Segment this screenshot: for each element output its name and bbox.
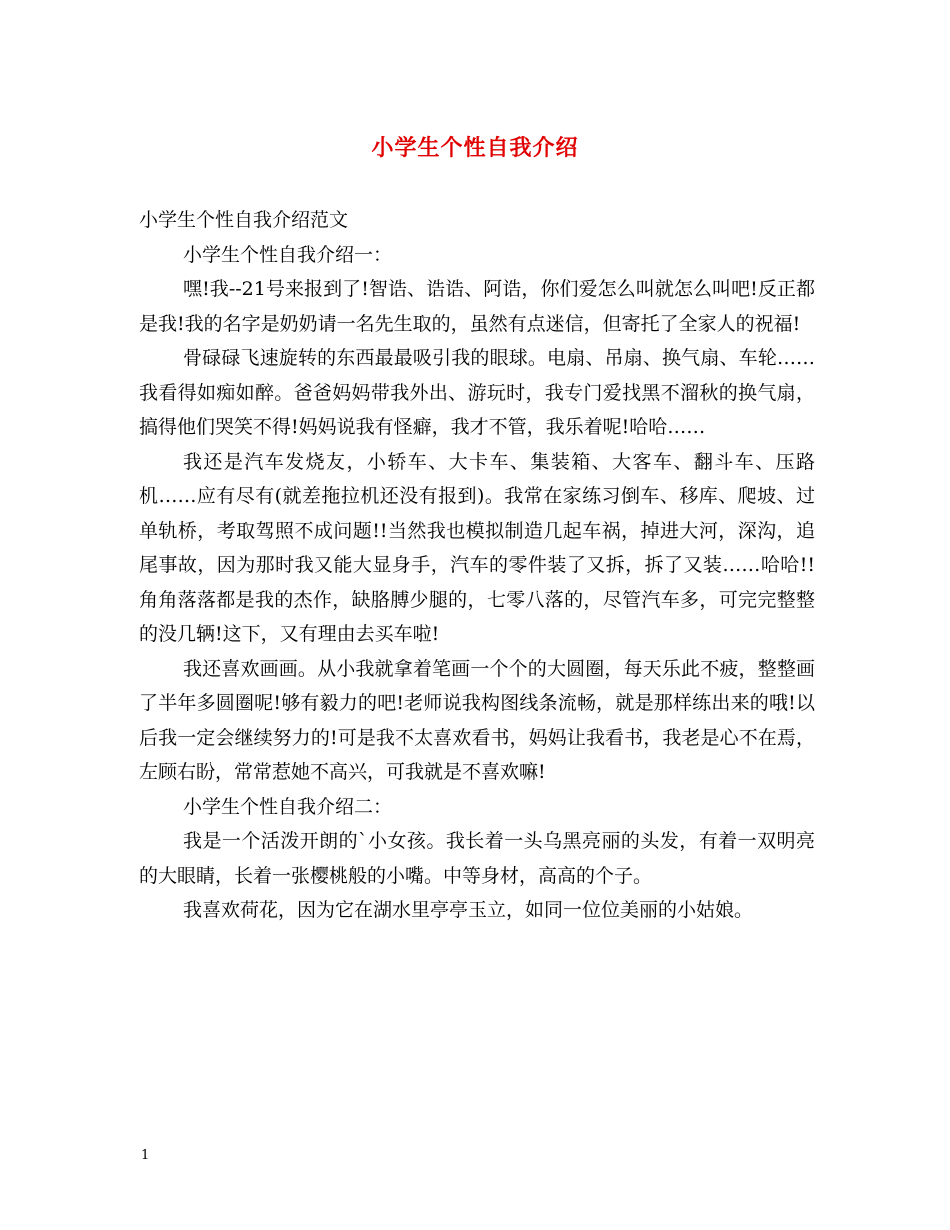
document-title: 小学生个性自我介绍 [371,135,579,161]
paragraph-5: 我是一个活泼开朗的`小女孩。我长着一头乌黑亮丽的头发，有着一双明亮的大眼睛，长着一张樱桃般的小嘴。中等身材，高高的个子。 [139,830,815,887]
paragraph-4: 我还喜欢画画。从小我就拿着笔画一个个的大圆圈，每天乐此不疲，整整画了半年多圆圈呢!够有毅力的吧!老师说我构图线条流畅，就是那样练出来的哦!以后我一定会继续努力的!可是我不太喜欢看书，妈妈让我看书，我老是心不在焉，左顾右盼，常常惹她不高兴，可我就是不喜欢嘛! [139,657,815,783]
paragraph-2: 骨碌碌飞速旋转的东西最最吸引我的眼球。电扇、吊扇、换气扇、车轮……我看得如痴如醉。爸爸妈妈带我外出、游玩时，我专门爱找黑不溜秋的换气扇，搞得他们哭笑不得!妈妈说我有怪癖，我才不管，我乐着呢!哈哈…… [139,347,815,438]
paragraph-section-heading-2: 小学生个性自我介绍二： [183,795,393,818]
paragraph-subtitle: 小学生个性自我介绍范文 [139,209,349,231]
paragraph-section-heading-1: 小学生个性自我介绍一： [183,243,393,266]
paragraph-3: 我还是汽车发烧友，小轿车、大卡车、集装箱、大客车、翻斗车、压路机……应有尽有(就差拖拉机还没有报到)。我常在家练习倒车、移库、爬坡、过单轨桥，考取驾照不成问题!!当然我也模拟制造几起车祸，掉进大河，深沟，追尾事故，因为那时我又能大显身手，汽车的零件装了又拆，拆了又装……哈哈!!角角落落都是我的杰作，缺胳膊少腿的，七零八落的，尽管汽车多，可完完整整的没几辆!这下，又有理由去买车啦! [139,450,815,645]
paragraph-1: 嘿!我--21号来报到了!智诰、诰诰、阿诰，你们爱怎么叫就怎么叫吧!反正都是我!我的名字是奶奶请一名先生取的，虽然有点迷信，但寄托了全家人的祝福! [139,278,815,335]
paragraph-6: 我喜欢荷花，因为它在湖水里亭亭玉立，如同一位位美丽的小姑娘。 [183,899,754,921]
page-number: 1 [141,1148,150,1163]
document-body [139,203,815,928]
